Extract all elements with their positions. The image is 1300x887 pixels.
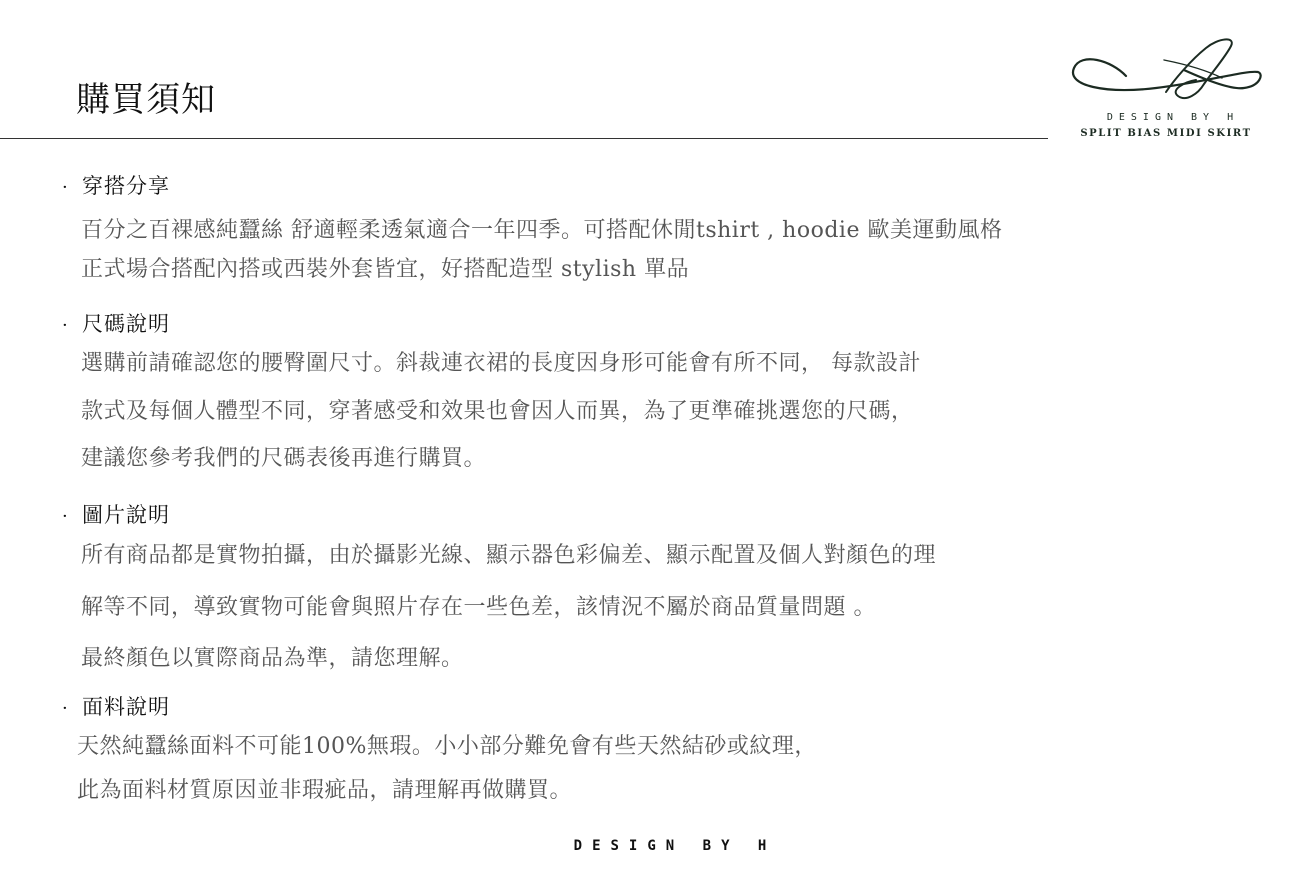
section-line: 最終顏色以實際商品為準，請您理解。	[81, 646, 464, 671]
brand-logo	[1066, 30, 1266, 150]
script-monogram-icon	[1066, 30, 1266, 112]
section-heading-styling	[62, 171, 170, 203]
bullet-icon: ·	[62, 177, 69, 198]
section-line: 款式及每個人體型不同，穿著感受和效果也會因人而異，為了更準確挑選您的尺碼，	[81, 399, 914, 424]
page-title: 購買須知	[76, 80, 216, 120]
bullet-icon: ·	[62, 315, 69, 336]
footer-brand: DESIGN BY H	[573, 838, 777, 854]
section-line: 解等不同，導致實物可能會與照片存在一些色差，該情況不屬於商品質量問題 。	[81, 595, 876, 620]
bullet-icon: ·	[62, 506, 69, 527]
logo-product-text: SPLIT BIAS MIDI SKIRT	[1080, 128, 1252, 139]
section-heading-label: 圖片說明	[82, 503, 170, 527]
section-heading-label: 面料說明	[82, 695, 170, 719]
bullet-icon: ·	[62, 698, 69, 719]
section-line: 選購前請確認您的腰臀圍尺寸。斜裁連衣裙的長度因身形可能會有所不同， 每款設計	[81, 351, 921, 376]
section-line: 建議您參考我們的尺碼表後再進行購買。	[81, 446, 487, 471]
section-heading-size	[62, 309, 170, 341]
section-heading-fabric	[62, 692, 170, 724]
section-line: 天然純蠶絲面料不可能100%無瑕。小小部分難免會有些天然結砂或紋理，	[77, 734, 817, 759]
section-heading-photos	[62, 500, 170, 532]
section-heading-label: 穿搭分享	[82, 174, 170, 198]
section-line: 百分之百裸感純蠶絲 舒適輕柔透氣適合一年四季。可搭配休閒tshirt , hoodie 歐美運動風格	[81, 218, 1003, 243]
logo-brand-text: DESIGN BY H	[1106, 112, 1240, 123]
title-divider	[0, 138, 1048, 139]
section-line: 所有商品都是實物拍攝，由於攝影光線、顯示器色彩偏差、顯示配置及個人對顏色的理	[81, 543, 937, 568]
section-heading-label: 尺碼說明	[82, 312, 170, 336]
section-line: 此為面料材質原因並非瑕疵品，請理解再做購買。	[77, 778, 573, 803]
section-line: 正式場合搭配內搭或西裝外套皆宜，好搭配造型 stylish 單品	[81, 257, 690, 282]
